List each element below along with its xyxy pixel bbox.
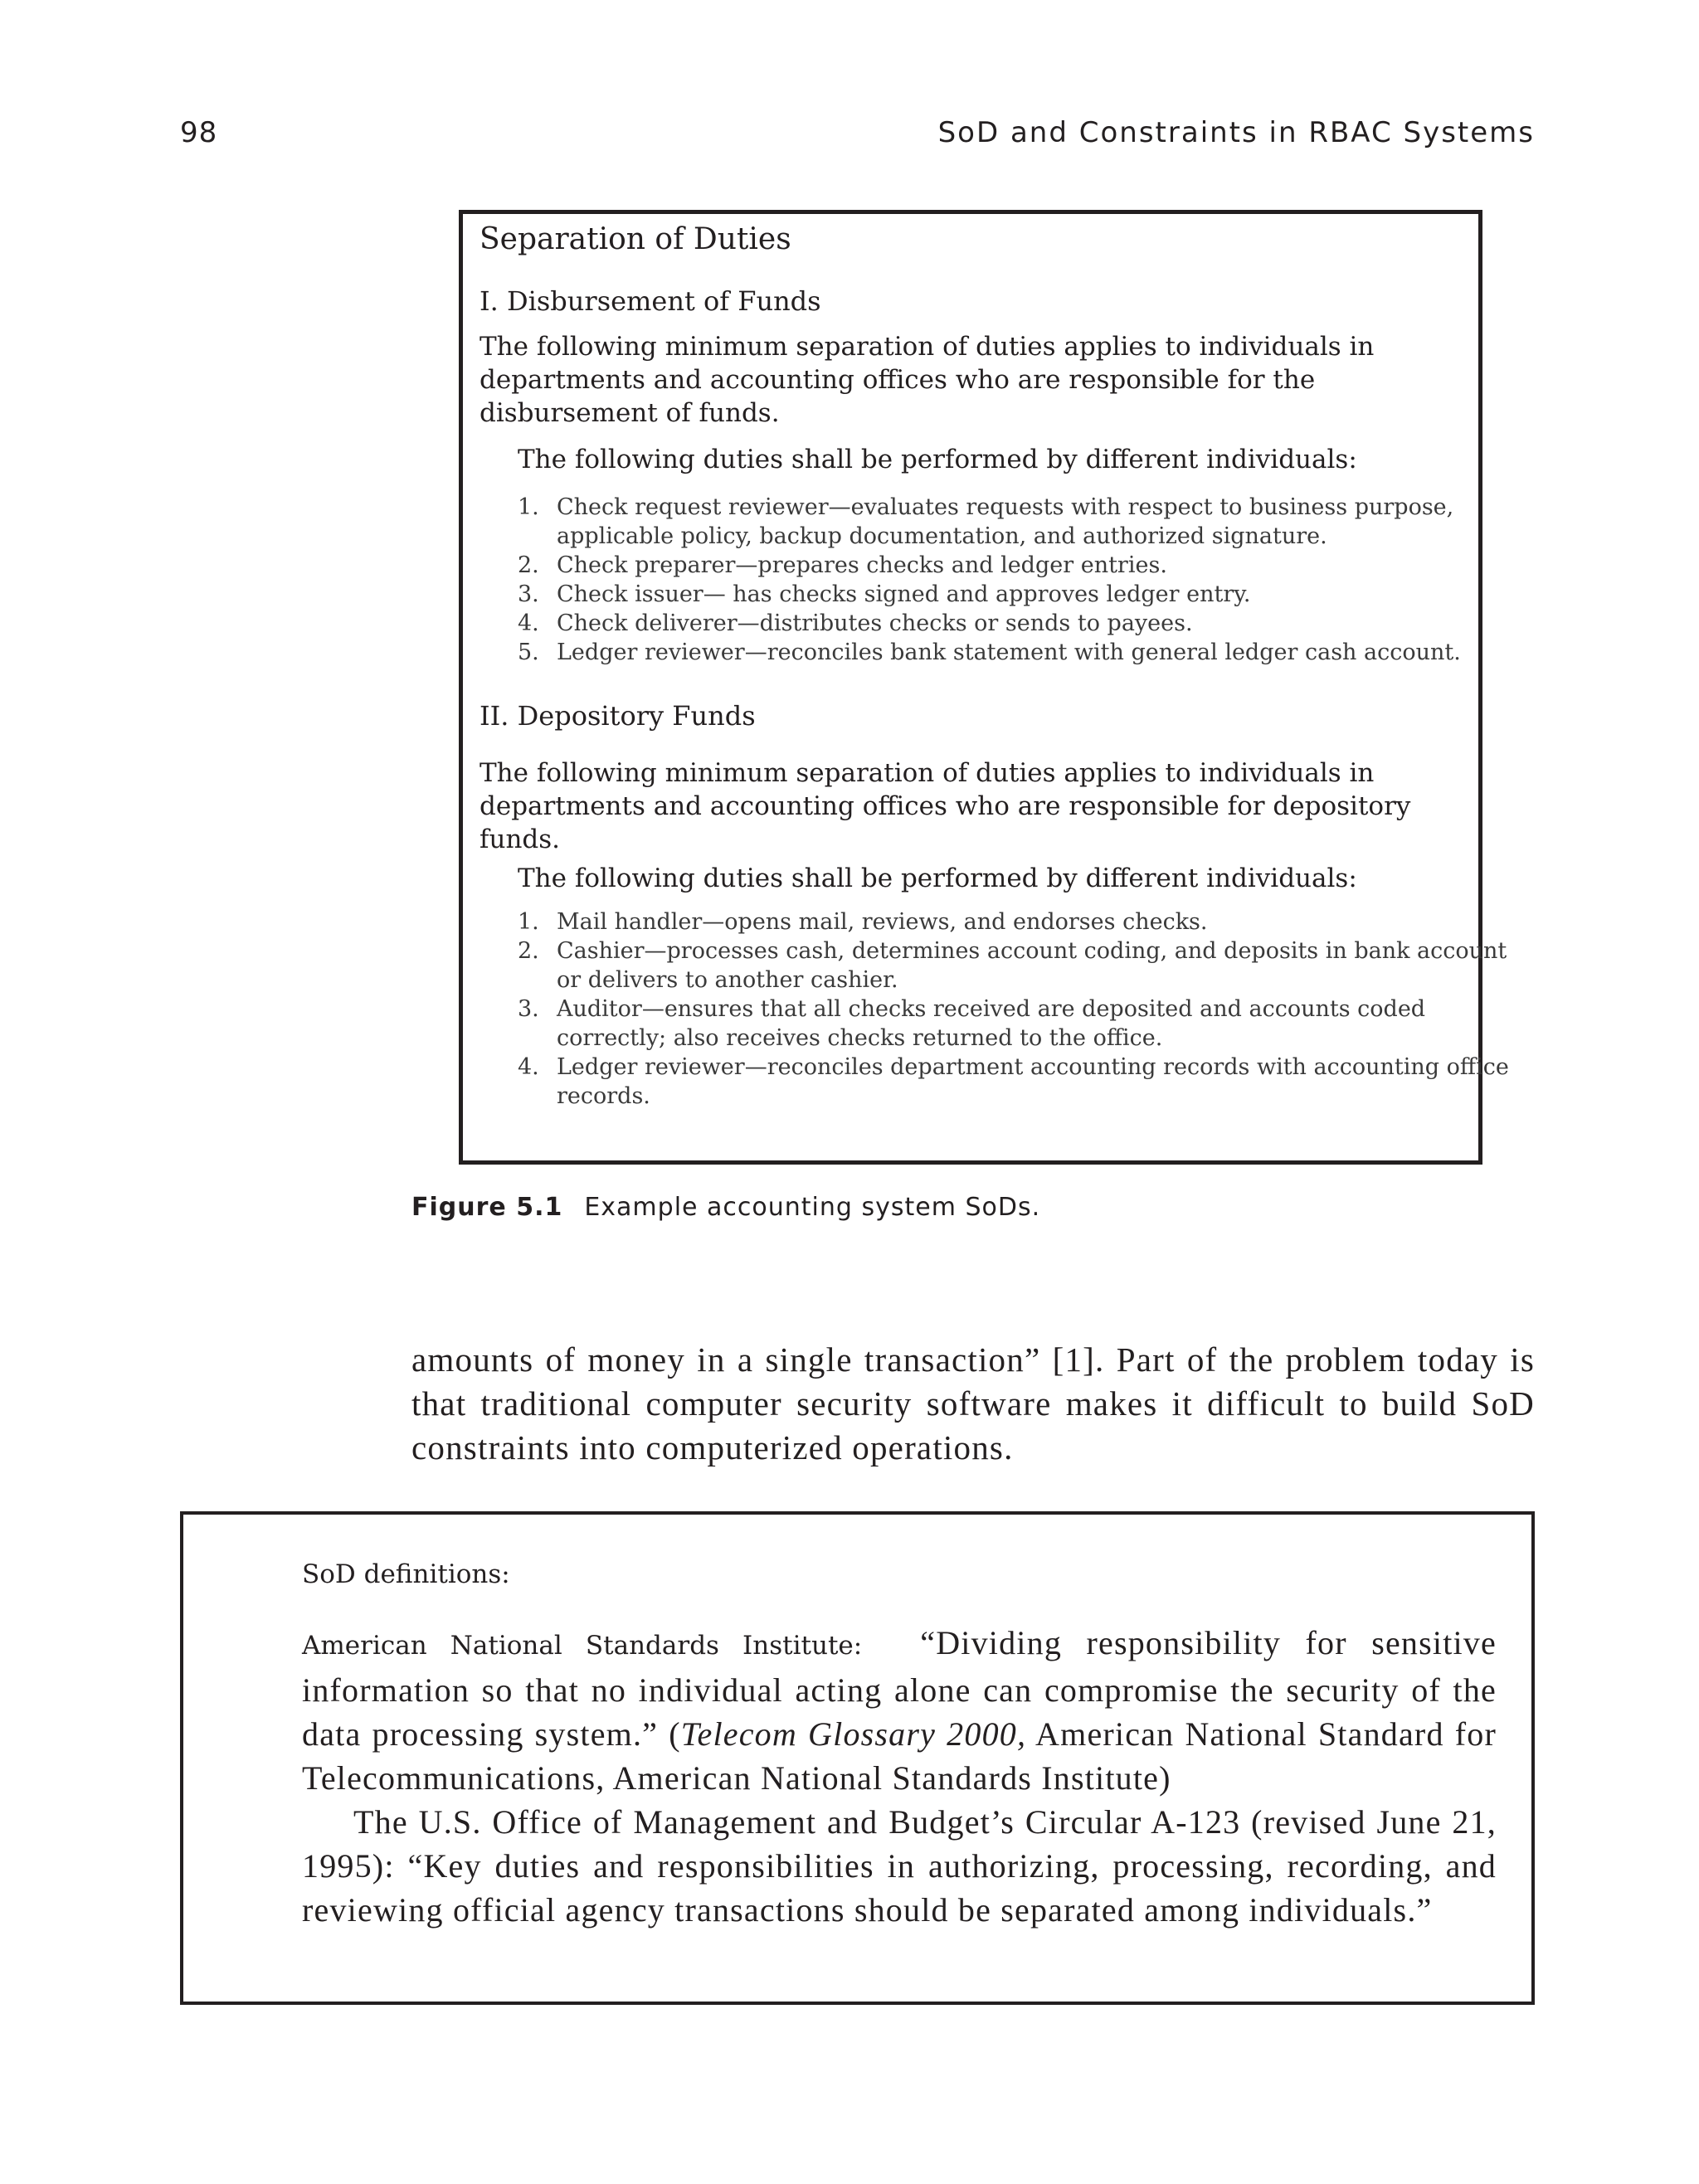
list-item-text: Check request reviewer—evaluates requests with respect to business purpose, applicable policy, backup documentation, and authorized signature.: [557, 494, 1454, 549]
list-item: [518, 493, 1519, 551]
running-header-title: SoD and Constraints in RBAC Systems: [937, 116, 1535, 149]
ansi-source-rest: American National Standard for Telecommunications, American National Standards Institute): [302, 1715, 1497, 1797]
omb-definition: The U.S. Office of Management and Budget’s Circular A-123 (revised June 21, 1995): “Key duties and responsibilities in authorizing, processing, recording, and reviewing official agency transactions should be separated among individuals.”: [302, 1803, 1497, 1929]
list-item: [518, 551, 1519, 580]
list-item-text: Check deliverer—distributes checks or sends to payees.: [557, 610, 1193, 636]
list-item-number: 4.: [518, 610, 539, 636]
list-item: [518, 936, 1519, 995]
figure-title: Separation of Duties: [480, 222, 791, 256]
section-2-lead: The following duties shall be performed by different individuals:: [518, 863, 1357, 893]
list-item-text: Check issuer— has checks signed and approves ledger entry.: [557, 581, 1251, 607]
section-2-intro: The following minimum separation of duties applies to individuals in departments and accounting offices who are responsible for depository funds.: [480, 758, 1411, 854]
section-2-duty-list: [518, 907, 1519, 1111]
figure-caption-text: Example accounting system SoDs.: [584, 1193, 1041, 1222]
list-item-number: 1.: [518, 494, 539, 520]
list-item-number: 2.: [518, 938, 539, 964]
ansi-source-title: Telecom Glossary 2000,: [680, 1715, 1027, 1753]
list-item-text: Ledger reviewer—reconciles department accounting records with accounting office records.: [557, 1054, 1509, 1109]
list-item-number: 1.: [518, 909, 539, 935]
list-item-number: 4.: [518, 1054, 539, 1080]
list-item-number: 5.: [518, 640, 539, 665]
list-item-number: 2.: [518, 552, 539, 578]
section-2-heading: II. Depository Funds: [480, 700, 756, 732]
section-1-duty-list: [518, 493, 1519, 667]
list-item: [518, 995, 1519, 1053]
figure-caption: [411, 1193, 1040, 1222]
list-item: [518, 638, 1519, 667]
page-number: 98: [180, 116, 218, 149]
figure-box: [459, 210, 1509, 1165]
list-item-text: Cashier—processes cash, determines account coding, and deposits in bank account or delivers to another cashier.: [557, 938, 1507, 993]
section-1-heading: I. Disbursement of Funds: [480, 285, 821, 317]
list-item: [518, 580, 1519, 609]
list-item-text: Check preparer—prepares checks and ledger entries.: [557, 552, 1167, 578]
section-1-intro: The following minimum separation of duties applies to individuals in departments and accounting offices who are responsible for the disbursement of funds.: [480, 332, 1375, 428]
list-item-number: 3.: [518, 581, 539, 607]
list-item-text: Mail handler—opens mail, reviews, and endorses checks.: [557, 909, 1208, 935]
figure-caption-label: Figure 5.1: [411, 1193, 563, 1222]
list-item-text: Ledger reviewer—reconciles bank statement with general ledger cash account.: [557, 640, 1461, 665]
list-item: [518, 907, 1519, 936]
list-item: [518, 609, 1519, 638]
list-item: [518, 1053, 1519, 1111]
list-item-number: 3.: [518, 996, 539, 1022]
definitions-text: [302, 1621, 1497, 1932]
ansi-definition: [302, 1621, 1497, 1800]
body-paragraph: amounts of money in a single transaction” [1]. Part of the problem today is that traditional computer security software makes it difficult to build SoD constraints into computerized operations.: [411, 1340, 1535, 1467]
ansi-label: American National Standards Institute:: [302, 1631, 863, 1661]
definitions-heading: SoD definitions:: [302, 1559, 510, 1589]
ansi-quote: “Dividing responsibility for sensitive information so that no individual acting alone can compromise the security of the data processing system.” (: [302, 1624, 1497, 1753]
definitions-box: [180, 1511, 1535, 2005]
list-item-text: Auditor—ensures that all checks received are deposited and accounts coded correctly; also receives checks returned to the office.: [557, 996, 1426, 1051]
section-1-lead: The following duties shall be performed by different individuals:: [518, 445, 1357, 474]
